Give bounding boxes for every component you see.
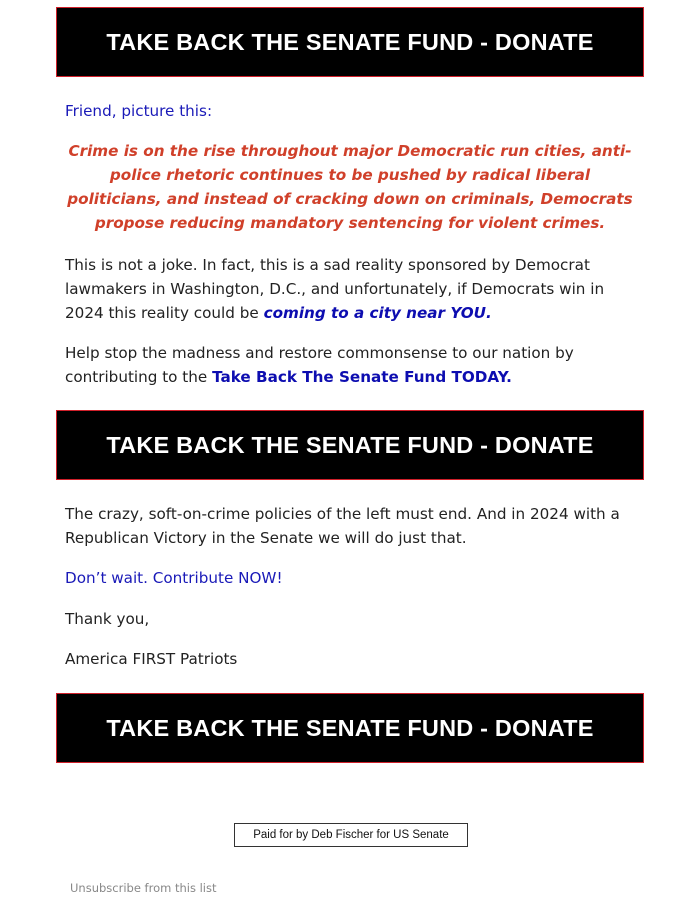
signoff-text: America FIRST Patriots — [65, 650, 238, 668]
coming-to-city-link[interactable]: coming to a city near YOU. — [263, 304, 492, 322]
joke-paragraph — [65, 253, 645, 325]
greeting-text: Friend, picture this: — [65, 102, 213, 120]
crime-quote: Crime is on the rise throughout major Democratic run cities, anti-police rhetoric continues to be pushed by radical liberal politicians, and instead of cracking down on criminals, Democrats propose reducing mandatory sentencing for violent crimes. — [67, 142, 633, 232]
paid-for-disclaimer: Paid for by Deb Fischer for US Senate — [234, 823, 468, 847]
contribute-now-link[interactable]: Don’t wait. Contribute NOW! — [65, 569, 283, 587]
crazy-policies-paragraph: The crazy, soft-on-crime policies of the left must end. And in 2024 with a Republican Victory in the Senate we will do just that. — [65, 505, 620, 547]
help-text: Help stop the madness and restore commonsense to our nation by contributing to the — [65, 344, 574, 386]
thank-you-text: Thank you, — [65, 610, 150, 628]
donate-banner-middle[interactable]: TAKE BACK THE SENATE FUND - DONATE — [56, 410, 644, 480]
take-back-senate-fund-link[interactable]: Take Back The Senate Fund TODAY. — [212, 368, 512, 386]
contribute-now-paragraph — [65, 566, 645, 590]
joke-text: This is not a joke. In fact, this is a sad reality sponsored by Democrat lawmakers in Washington, D.C., and unfortunately, if Democrats win in 2024 this reality could be — [65, 256, 605, 322]
unsubscribe-link[interactable]: Unsubscribe from this list — [70, 881, 217, 895]
help-paragraph — [65, 341, 645, 389]
donate-banner-top[interactable]: TAKE BACK THE SENATE FUND - DONATE — [56, 7, 644, 77]
donate-banner-bottom[interactable]: TAKE BACK THE SENATE FUND - DONATE — [56, 693, 644, 763]
